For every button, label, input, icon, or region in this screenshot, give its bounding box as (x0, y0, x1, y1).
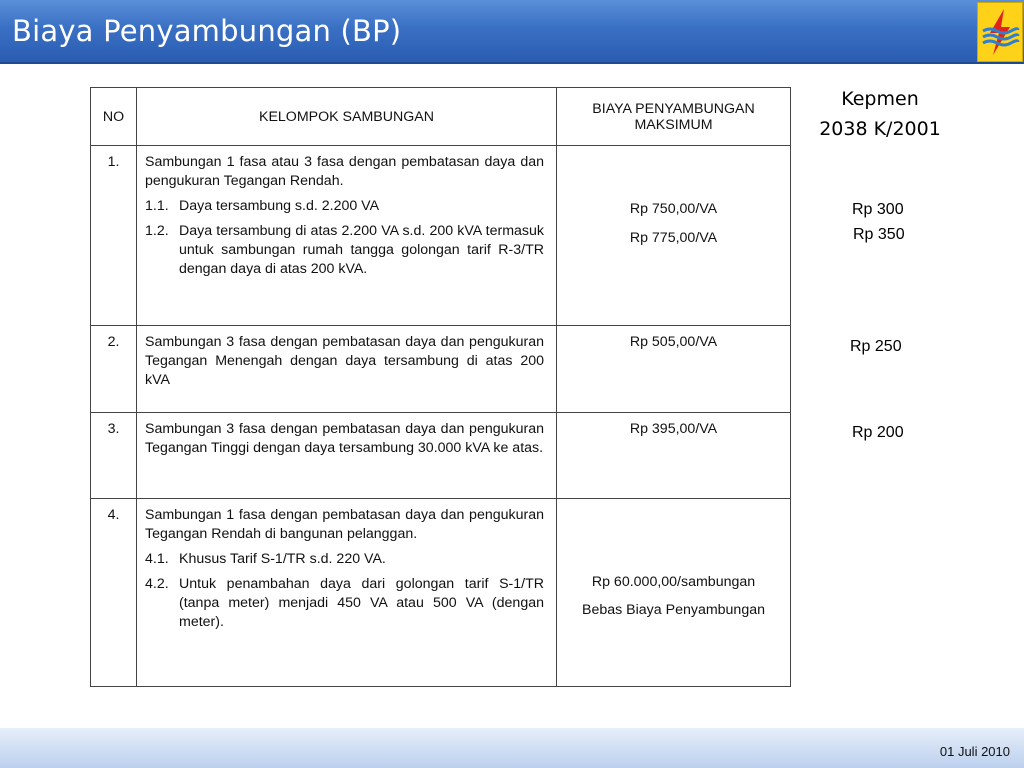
kepmen-line1: Kepmen (841, 88, 919, 110)
side-note-rp250: Rp 250 (850, 338, 902, 355)
row-desc: Sambungan 1 fasa atau 3 fasa dengan pembatasan daya dan pengukuran Tegangan Rendah. (145, 154, 544, 189)
header-biaya-line1: BIAYA PENYAMBUNGAN (592, 100, 755, 117)
biaya-value: Rp 395,00/VA (557, 413, 791, 499)
slide-header (0, 0, 1024, 64)
slide-footer (0, 728, 1024, 768)
footer-date: 01 Juli 2010 (939, 744, 1010, 759)
biaya-value: Bebas Biaya Penyambungan (582, 602, 765, 618)
sub-num: 1.1. (145, 198, 169, 214)
pln-logo (977, 2, 1023, 62)
header-biaya-line2: MAKSIMUM (634, 116, 713, 133)
row-desc-cell (137, 413, 557, 499)
biaya-value: Rp 750,00/VA (629, 201, 718, 217)
sub-item (145, 575, 544, 632)
table-row (91, 326, 791, 413)
side-note-rp300: Rp 300 (852, 201, 904, 218)
side-note-rp200: Rp 200 (852, 424, 904, 441)
sub-item (145, 197, 544, 216)
header-no: NO (91, 88, 137, 146)
sub-text: Daya tersambung di atas 2.200 VA s.d. 200 kVA termasuk untuk sambungan rumah tangga golongan tarif R-3/TR dengan daya di atas 200 kVA. (179, 223, 544, 277)
row-desc: Sambungan 3 fasa dengan pembatasan daya dan pengukuran Tegangan Tinggi dengan daya tersambung 30.000 kVA ke atas. (145, 421, 544, 456)
biaya-value: Rp 60.000,00/sambungan (591, 574, 756, 590)
row-no: 3. (91, 413, 137, 499)
row-desc: Sambungan 3 fasa dengan pembatasan daya dan pengukuran Tegangan Menengah dengan daya tersambung di atas 200 kVA (145, 334, 544, 388)
table-row (91, 146, 791, 326)
row-desc: Sambungan 1 fasa dengan pembatasan daya dan pengukuran Tegangan Rendah di bangunan pelanggan. (145, 507, 544, 542)
sub-text: Daya tersambung s.d. 2.200 VA (179, 198, 380, 214)
row-desc-cell (137, 146, 557, 326)
header-biaya (557, 88, 791, 146)
row-biaya-cell (557, 499, 791, 687)
row-biaya-cell (557, 146, 791, 326)
biaya-table (90, 87, 791, 687)
sub-text: Khusus Tarif S-1/TR s.d. 220 VA. (179, 551, 386, 567)
side-note-rp350: Rp 350 (853, 226, 905, 243)
header-kelompok: KELOMPOK SAMBUNGAN (137, 88, 557, 146)
biaya-value: Rp 775,00/VA (629, 230, 718, 246)
sub-item (145, 550, 544, 569)
biaya-value: Rp 505,00/VA (557, 326, 791, 413)
row-desc-cell (137, 499, 557, 687)
row-desc-cell (137, 326, 557, 413)
row-no: 1. (91, 146, 137, 326)
pln-lightning-logo-icon (978, 3, 1022, 61)
row-no: 4. (91, 499, 137, 687)
sub-num: 4.1. (145, 551, 169, 567)
table-row (91, 499, 791, 687)
sub-item (145, 222, 544, 279)
sub-num: 1.2. (145, 223, 169, 239)
kepmen-note (800, 84, 960, 144)
sub-num: 4.2. (145, 576, 169, 592)
table-row (91, 413, 791, 499)
row-no: 2. (91, 326, 137, 413)
slide-title: Biaya Penyambungan (BP) (12, 14, 402, 48)
kepmen-line2: 2038 K/2001 (819, 118, 941, 140)
sub-text: Untuk penambahan daya dari golongan tarif S-1/TR (tanpa meter) menjadi 450 VA atau 500 VA (dengan meter). (179, 576, 544, 630)
table-header-row (91, 88, 791, 146)
